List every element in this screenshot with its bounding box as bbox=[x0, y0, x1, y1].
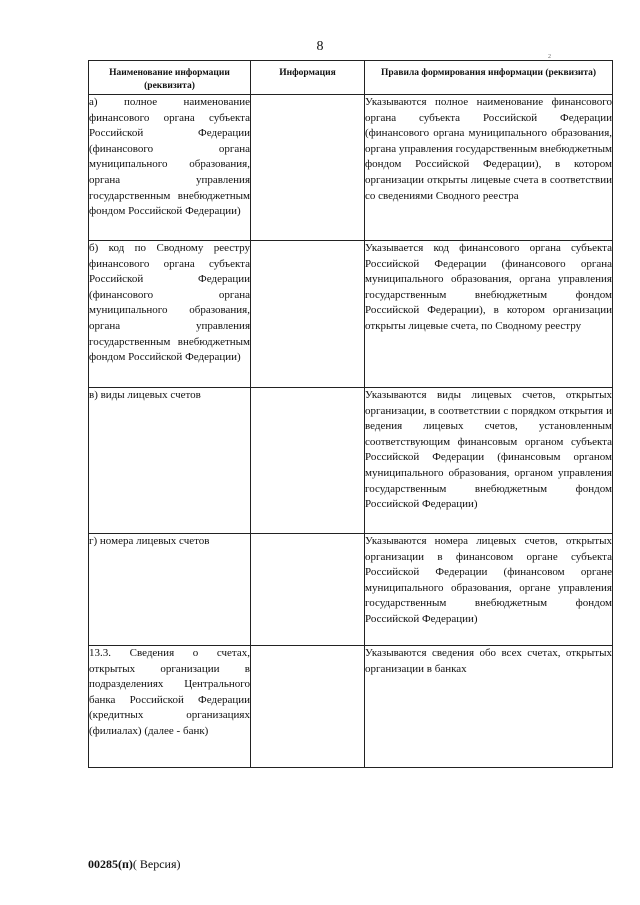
table-row bbox=[89, 241, 613, 388]
document-footer bbox=[88, 857, 181, 872]
document-version: ( Версия) bbox=[132, 857, 181, 871]
row-info-cell bbox=[251, 95, 365, 241]
document-code: 00285(п) bbox=[88, 857, 133, 871]
row-name-cell: в) виды лицевых счетов bbox=[89, 388, 251, 534]
row-rule-cell: Указываются сведения обо всех счетах, открытых организации в банках bbox=[365, 646, 613, 768]
row-info-cell bbox=[251, 646, 365, 768]
row-rule-cell: Указываются полное наименование финансового органа субъекта Российской Федерации (финансового органа муниципального образования, органа управления государственным внебюджетным фондом Российской Федерации), в котором организации открыты лицевые счета в соответствии со сведениями Сводного реестра bbox=[365, 95, 613, 241]
corner-mark: 2 bbox=[548, 54, 551, 60]
header-rules: Правила формирования информации (реквизита) bbox=[365, 61, 613, 95]
table-header-row bbox=[89, 61, 613, 95]
row-rule-cell: Указываются номера лицевых счетов, открытых организации в финансовом органе субъекта Российской Федерации (финансовом органе муниципального образования, органе управления государственным внебюджетным фондом Российской Федерации) bbox=[365, 534, 613, 646]
table-row bbox=[89, 388, 613, 534]
requisites-table bbox=[88, 60, 613, 768]
row-info-cell bbox=[251, 388, 365, 534]
row-rule-cell: Указываются виды лицевых счетов, открытых организации, в соответствии с порядком открытия и ведения лицевых счетов, установленным соответствующим финансовым органом субъекта Российской Федерации (финансовым органом муниципального образования, органом управления государственным внебюджетным фондом Российской Федерации) bbox=[365, 388, 613, 534]
table-row bbox=[89, 646, 613, 768]
row-info-cell bbox=[251, 534, 365, 646]
row-name-cell: 13.3. Сведения о счетах, открытых организации в подразделениях Центрального банка Российской Федерации (кредитных организациях (филиалах) (далее - банк) bbox=[89, 646, 251, 768]
row-name-cell: а) полное наименование финансового органа субъекта Российской Федерации (финансового органа муниципального образования, органа управления государственным внебюджетным фондом Российской Федерации) bbox=[89, 95, 251, 241]
row-name-cell: б) код по Сводному реестру финансового органа субъекта Российской Федерации (финансового органа муниципального образования, органа управления государственным внебюджетным фондом Российской Федерации) bbox=[89, 241, 251, 388]
row-rule-cell: Указывается код финансового органа субъекта Российской Федерации (финансового органа муниципального образования, органа управления государственным внебюджетным фондом Российской Федерации), в котором организации открыты лицевые счета, по Сводному реестру bbox=[365, 241, 613, 388]
row-info-cell bbox=[251, 241, 365, 388]
header-name: Наименование информации (реквизита) bbox=[89, 61, 251, 95]
table-row bbox=[89, 95, 613, 241]
page-number: 8 bbox=[316, 39, 324, 54]
header-info: Информация bbox=[251, 61, 365, 95]
row-name-cell: г) номера лицевых счетов bbox=[89, 534, 251, 646]
table-row bbox=[89, 534, 613, 646]
